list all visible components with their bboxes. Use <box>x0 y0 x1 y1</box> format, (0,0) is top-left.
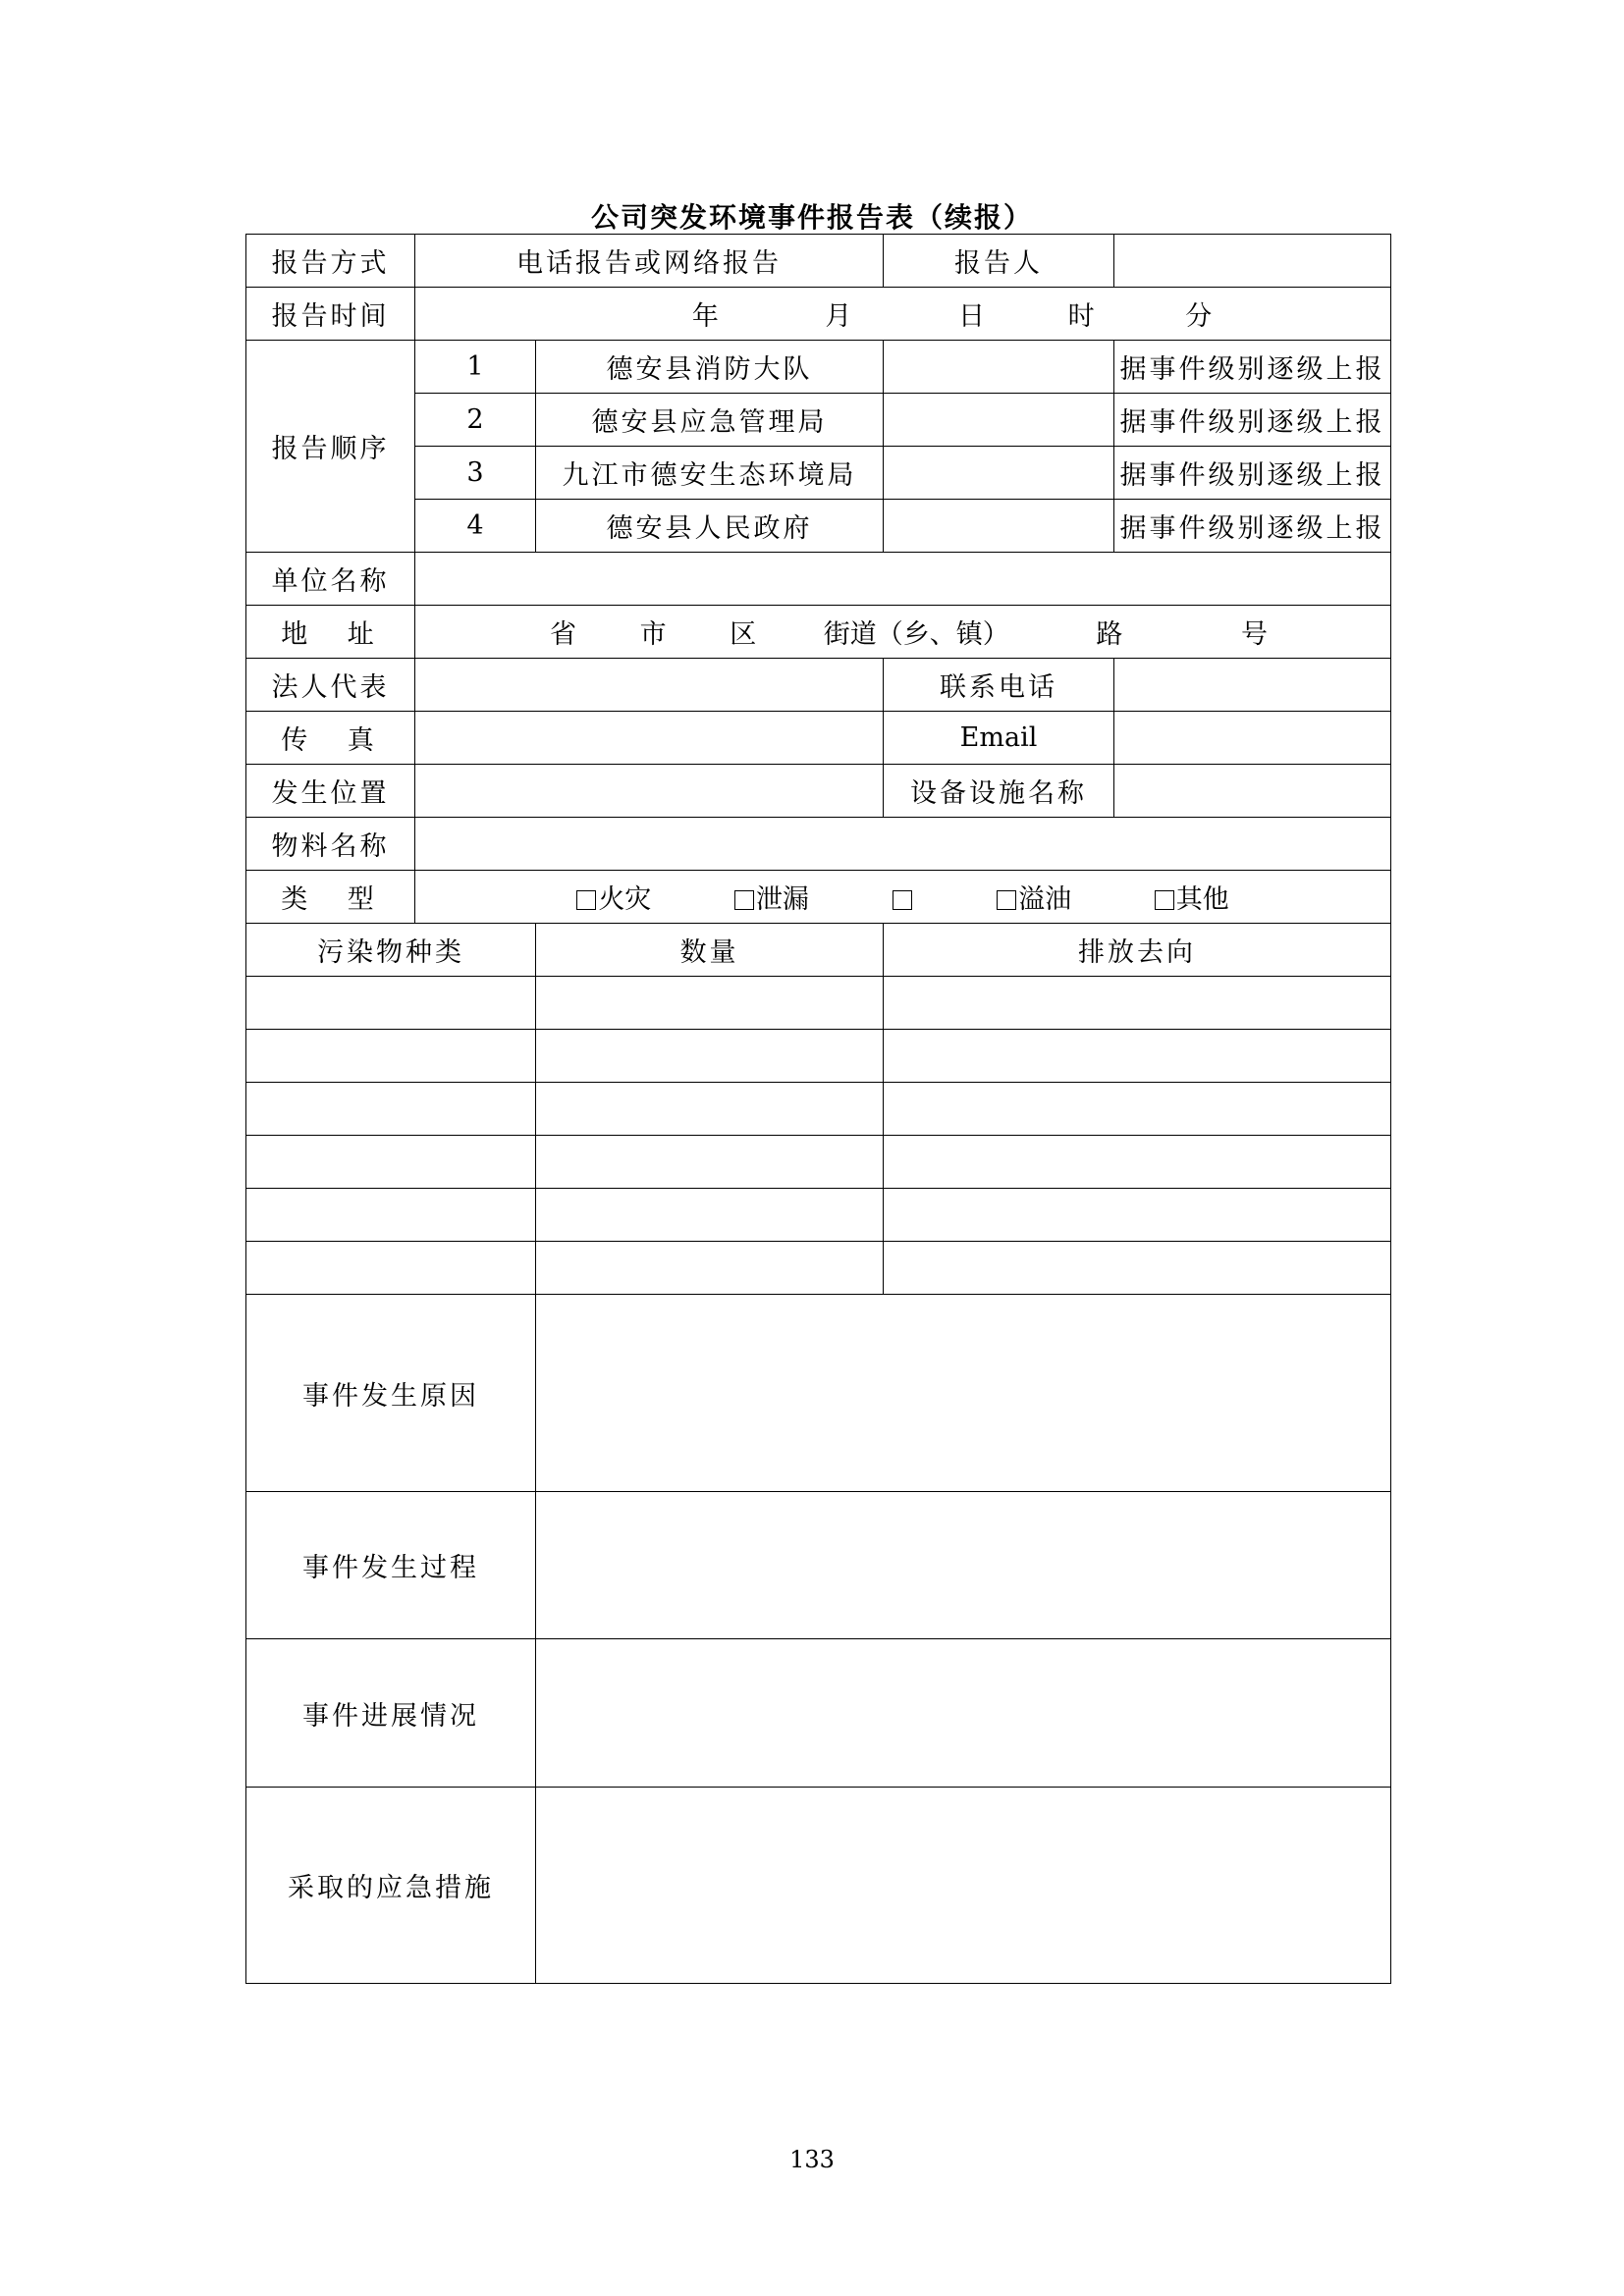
page-number: 133 <box>789 2146 835 2173</box>
order-number: 3 <box>415 447 536 500</box>
pollutant-row <box>246 977 1391 1030</box>
incident-report-table <box>245 234 1391 1984</box>
address-label: 地 址 <box>246 606 415 659</box>
pollutant-cell[interactable] <box>246 1030 536 1083</box>
contact-phone-field[interactable] <box>1114 659 1391 712</box>
legal-rep-label: 法人代表 <box>246 659 415 712</box>
fax-label: 传 真 <box>246 712 415 765</box>
address-street: 街道（乡、镇） <box>823 619 1009 650</box>
minute-unit: 分 <box>1185 301 1213 332</box>
discharge-cell[interactable] <box>884 1136 1391 1189</box>
year-unit: 年 <box>691 301 719 332</box>
address-city: 市 <box>639 619 667 650</box>
material-label: 物料名称 <box>246 818 415 871</box>
progress-label: 事件进展情况 <box>246 1639 536 1788</box>
order-note: 据事件级别逐级上报 <box>1114 394 1391 447</box>
quantity-cell[interactable] <box>536 977 884 1030</box>
contact-phone-label: 联系电话 <box>884 659 1114 712</box>
discharge-cell[interactable] <box>884 1030 1391 1083</box>
type-option-leak[interactable]: 泄漏 <box>734 878 809 916</box>
measures-field[interactable] <box>536 1788 1391 1984</box>
pollutant-cell[interactable] <box>246 1136 536 1189</box>
pollutant-row <box>246 1136 1391 1189</box>
report-method-value: 电话报告或网络报告 <box>415 235 884 288</box>
pollutant-cell[interactable] <box>246 1242 536 1295</box>
address-field[interactable] <box>415 606 1391 659</box>
cause-field[interactable] <box>536 1295 1391 1492</box>
quantity-cell[interactable] <box>536 1083 884 1136</box>
address-number: 号 <box>1240 619 1268 650</box>
location-field[interactable] <box>415 765 884 818</box>
location-label: 发生位置 <box>246 765 415 818</box>
pollutant-cell[interactable] <box>246 977 536 1030</box>
discharge-cell[interactable] <box>884 1189 1391 1242</box>
report-order-label: 报告顺序 <box>246 341 415 553</box>
order-number: 1 <box>415 341 536 394</box>
type-option-other[interactable]: 其他 <box>1155 878 1229 916</box>
order-note: 据事件级别逐级上报 <box>1114 341 1391 394</box>
order-note: 据事件级别逐级上报 <box>1114 447 1391 500</box>
order-field[interactable] <box>884 447 1114 500</box>
cause-label: 事件发生原因 <box>246 1295 536 1492</box>
form-title: 公司突发环境事件报告表（续报） <box>590 201 1033 234</box>
reporter-field[interactable] <box>1114 235 1391 288</box>
address-province: 省 <box>550 619 576 650</box>
type-option-blank[interactable] <box>893 884 914 915</box>
checkbox[interactable] <box>734 890 754 910</box>
order-org: 德安县应急管理局 <box>536 394 884 447</box>
equipment-label: 设备设施名称 <box>884 765 1114 818</box>
order-org: 九江市德安生态环境局 <box>536 447 884 500</box>
checkbox[interactable] <box>997 890 1016 910</box>
legal-rep-field[interactable] <box>415 659 884 712</box>
order-org: 德安县人民政府 <box>536 500 884 553</box>
hour-unit: 时 <box>1067 301 1095 332</box>
discharge-cell[interactable] <box>884 1242 1391 1295</box>
checkbox[interactable] <box>893 890 912 910</box>
quantity-cell[interactable] <box>536 1242 884 1295</box>
material-field[interactable] <box>415 818 1391 871</box>
process-label: 事件发生过程 <box>246 1492 536 1639</box>
pollutant-cell[interactable] <box>246 1189 536 1242</box>
pollutant-cell[interactable] <box>246 1083 536 1136</box>
day-unit: 日 <box>958 301 985 332</box>
discharge-cell[interactable] <box>884 977 1391 1030</box>
type-label: 类 型 <box>246 871 415 924</box>
quantity-cell[interactable] <box>536 1030 884 1083</box>
order-note: 据事件级别逐级上报 <box>1114 500 1391 553</box>
order-number: 4 <box>415 500 536 553</box>
address-road: 路 <box>1096 619 1123 650</box>
pollutant-header: 污染物种类 <box>246 924 536 977</box>
address-district: 区 <box>730 619 757 650</box>
unit-name-label: 单位名称 <box>246 553 415 606</box>
discharge-header: 排放去向 <box>884 924 1391 977</box>
pollutant-row <box>246 1189 1391 1242</box>
checkbox[interactable] <box>1155 890 1174 910</box>
process-field[interactable] <box>536 1492 1391 1639</box>
progress-field[interactable] <box>536 1639 1391 1788</box>
measures-label: 采取的应急措施 <box>246 1788 536 1984</box>
email-field[interactable] <box>1114 712 1391 765</box>
quantity-cell[interactable] <box>536 1189 884 1242</box>
unit-name-field[interactable] <box>415 553 1391 606</box>
email-label: Email <box>884 712 1114 765</box>
equipment-field[interactable] <box>1114 765 1391 818</box>
order-field[interactable] <box>884 394 1114 447</box>
checkbox[interactable] <box>576 890 596 910</box>
order-number: 2 <box>415 394 536 447</box>
report-method-label: 报告方式 <box>246 235 415 288</box>
order-org: 德安县消防大队 <box>536 341 884 394</box>
order-field[interactable] <box>884 341 1114 394</box>
report-time-field[interactable] <box>415 288 1391 341</box>
pollutant-row <box>246 1242 1391 1295</box>
type-option-oil-spill[interactable]: 溢油 <box>997 878 1071 916</box>
quantity-cell[interactable] <box>536 1136 884 1189</box>
discharge-cell[interactable] <box>884 1083 1391 1136</box>
month-unit: 月 <box>825 301 852 332</box>
report-time-label: 报告时间 <box>246 288 415 341</box>
pollutant-row <box>246 1030 1391 1083</box>
quantity-header: 数量 <box>536 924 884 977</box>
fax-field[interactable] <box>415 712 884 765</box>
type-options <box>415 871 1391 924</box>
reporter-label: 报告人 <box>884 235 1114 288</box>
pollutant-row <box>246 1083 1391 1136</box>
order-field[interactable] <box>884 500 1114 553</box>
type-option-fire[interactable]: 火灾 <box>576 878 651 916</box>
